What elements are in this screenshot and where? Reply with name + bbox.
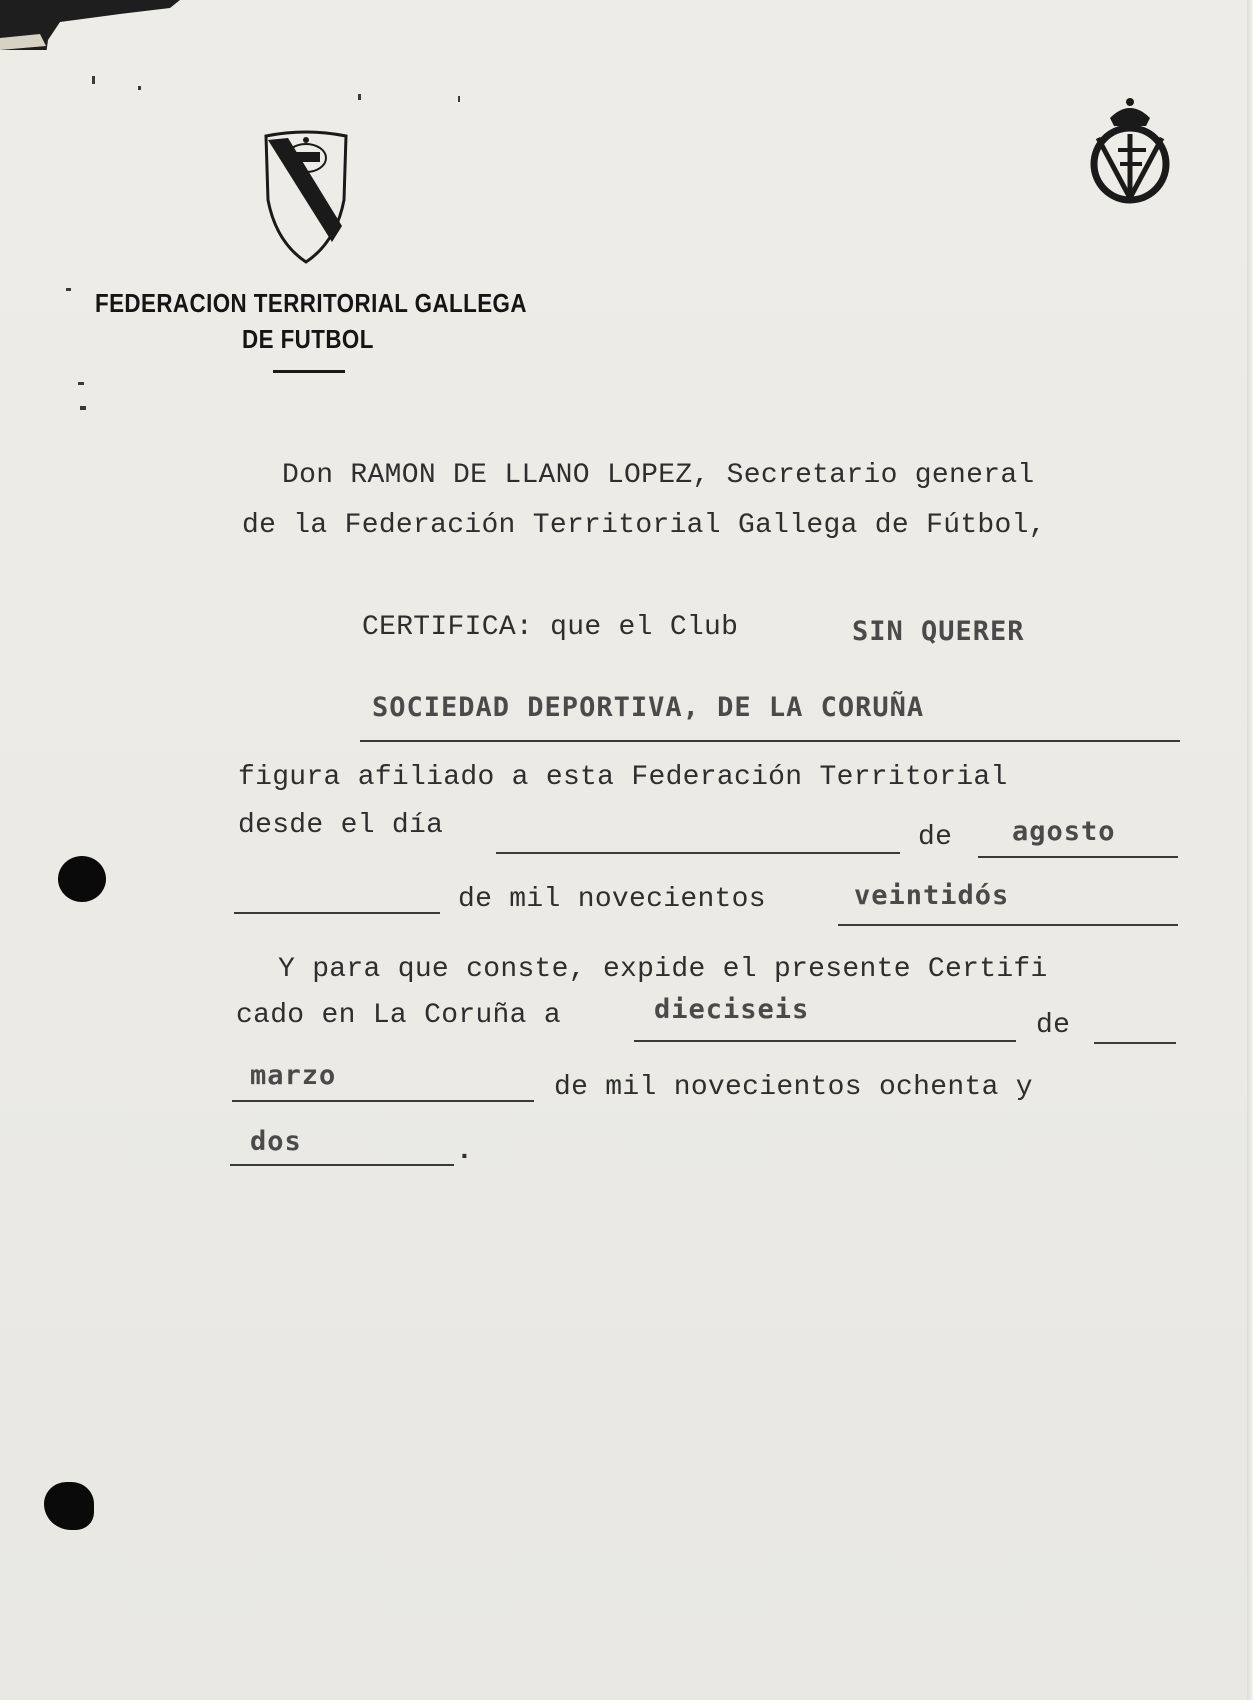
afiliacion-month-rule [978, 856, 1178, 858]
expedicion-line1: Y para que conste, expide el presente Certifi [278, 954, 1048, 985]
expedicion-month-rule [232, 1100, 534, 1102]
afiliacion-line2-prefix: desde el día [238, 810, 444, 841]
punch-hole-top [58, 856, 106, 902]
rfef-crest-icon [1088, 94, 1172, 206]
club-name-rule [360, 740, 1180, 742]
expedicion-de-label: de [1036, 1010, 1071, 1041]
speck [66, 288, 71, 291]
speck [358, 94, 361, 100]
afiliacion-year-rule [838, 924, 1178, 926]
torn-corner [0, 0, 190, 50]
afiliacion-month: agosto [1012, 816, 1116, 847]
afiliacion-year: veintidós [854, 880, 1010, 911]
header-divider [273, 370, 345, 373]
org-name-line1: FEDERACION TERRITORIAL GALLEGA [95, 288, 527, 318]
expedicion-day: dieciseis [654, 994, 810, 1025]
speck [92, 76, 95, 84]
day-blank-rule [496, 852, 900, 854]
certifica-prefix: CERTIFICA: que el Club [362, 612, 739, 643]
afiliacion-year-label: de mil novecientos [458, 884, 766, 915]
expedicion-line2-prefix: cado en La Coruña a [236, 1000, 561, 1031]
afiliacion-line1: figura afiliado a esta Federación Territorial [238, 762, 1008, 793]
intro-line2: de la Federación Territorial Gallega de Fútbol, [242, 510, 1046, 541]
federation-shield-icon [262, 130, 350, 270]
org-name-line2: DE FUTBOL [242, 324, 374, 354]
expedicion-de-rule [1094, 1042, 1176, 1044]
club-name-part1: SIN QUERER [852, 616, 1025, 647]
paper-edge [1247, 0, 1253, 1700]
closing-period: . [456, 1136, 474, 1167]
century-blank-rule [234, 912, 440, 914]
speck [458, 96, 460, 102]
expedicion-year-rule [230, 1164, 454, 1166]
speck [78, 382, 84, 385]
punch-hole-bottom [44, 1482, 94, 1530]
expedicion-year-end: dos [250, 1126, 302, 1157]
afiliacion-de-label: de [918, 822, 953, 853]
club-name-part2: SOCIEDAD DEPORTIVA, DE LA CORUÑA [372, 692, 925, 723]
expedicion-year-label: de mil novecientos ochenta y [554, 1072, 1033, 1103]
intro-line1: Don RAMON DE LLANO LOPEZ, Secretario general [282, 460, 1035, 491]
speck [138, 86, 141, 90]
expedicion-day-rule [634, 1040, 1016, 1042]
expedicion-month: marzo [250, 1060, 337, 1091]
speck [80, 406, 86, 410]
